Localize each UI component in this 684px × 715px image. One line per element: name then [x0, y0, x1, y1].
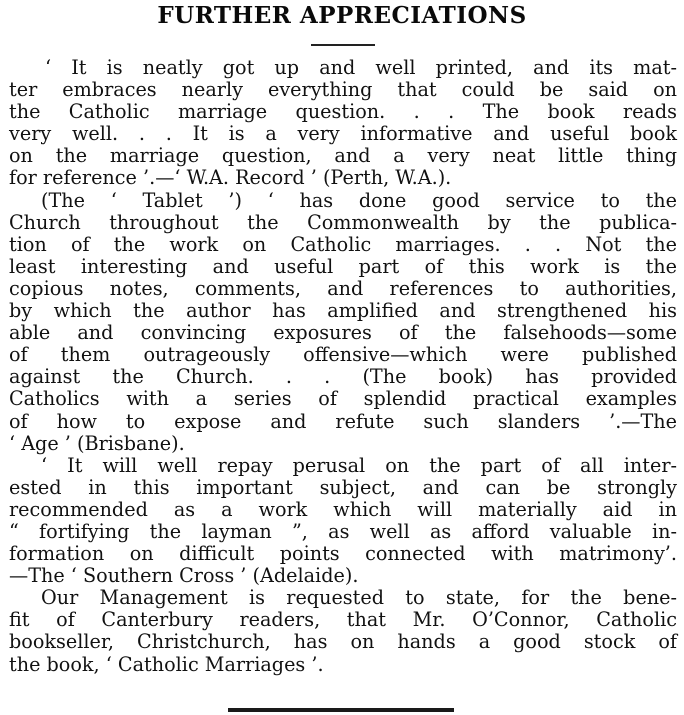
text-line: fit of Canterbury readers, that Mr. O’Connor, Catholic [9, 608, 677, 632]
text-line: ‘ It will well repay perusal on the part of all inter- [41, 453, 677, 477]
text-line: the Catholic marriage question. . . The book reads [9, 100, 677, 124]
text-line: bookseller, Christchurch, has on hands a good stock of [9, 630, 677, 654]
article-body [9, 57, 677, 676]
text-line: by which the author has amplified and strengthened his [9, 299, 677, 323]
text-line: ter embraces nearly everything that could be said on [9, 78, 677, 102]
text-line: for reference ’.—‘ W.A. Record ’ (Perth, W.A.). [9, 166, 452, 190]
text-line: the book, ‘ Catholic Marriages ’. [9, 652, 324, 676]
text-line: tion of the work on Catholic marriages. . . Not the [9, 232, 677, 256]
text-line: ‘ It is neatly got up and well printed, and its mat- [45, 56, 677, 79]
text-line: “ fortifying the layman ”, as well as afford valuable in- [9, 519, 677, 543]
headline: FURTHER APPRECIATIONS [157, 2, 527, 29]
text-line: against the Church. . . (The book) has provided [9, 365, 677, 389]
bottom-rule [228, 708, 454, 712]
text-line: of them outrageously offensive—which were published [9, 343, 677, 367]
text-line: least interesting and useful part of this work is the [9, 254, 677, 278]
paragraph-southern-cross [9, 455, 677, 588]
text-line: able and convincing exposures of the falsehoods—some [9, 321, 677, 345]
text-line: —The ‘ Southern Cross ’ (Adelaide). [9, 564, 359, 588]
paragraph-wa-record [9, 57, 677, 190]
headline-rule [311, 44, 375, 46]
text-line: recommended as a work which will materially aid in [9, 497, 677, 521]
text-line: copious notes, comments, and references to authorities, [9, 276, 677, 300]
text-line: (The ‘ Tablet ’) ‘ has done good service to the [41, 188, 677, 212]
text-line: ‘ Age ’ (Brisbane). [9, 431, 185, 455]
paragraph-tablet-age [9, 190, 677, 455]
text-line: very well. . . It is a very informative and useful book [9, 122, 677, 146]
text-line: Church throughout the Commonwealth by the publica- [9, 210, 677, 234]
text-line: formation on difficult points connected with matrimony’. [9, 542, 677, 566]
text-line: on the marriage question, and a very neat little thing [9, 144, 677, 168]
text-line: of how to expose and refute such slanders ’.—The [9, 409, 677, 433]
text-line: Catholics with a series of splendid practical examples [9, 387, 677, 411]
paragraph-management-notice [9, 587, 677, 675]
text-line: Our Management is requested to state, for the bene- [41, 586, 677, 610]
text-line: ested in this important subject, and can be strongly [9, 475, 677, 499]
